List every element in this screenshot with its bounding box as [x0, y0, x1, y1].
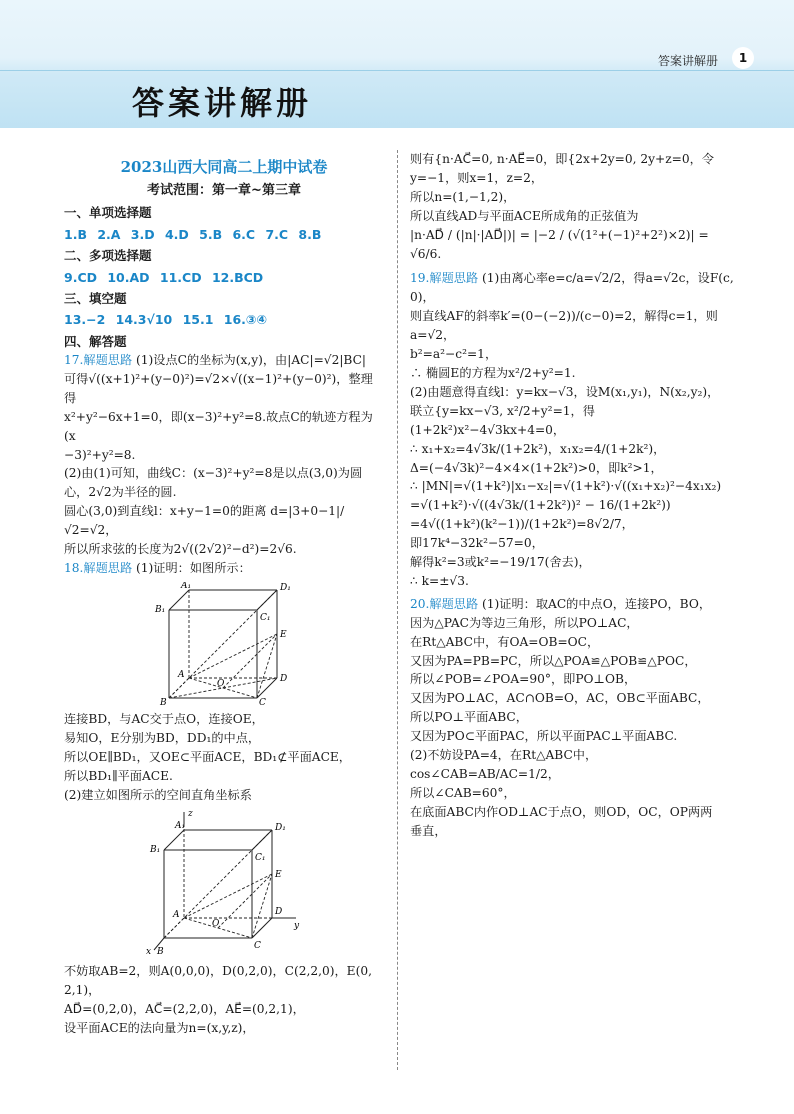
vertex-label: C₁ [260, 612, 271, 623]
solution-line: 2,1)， [64, 983, 101, 998]
question-number: 17. [64, 353, 84, 368]
solution-line: 则有{n·AC⃗=0, n·AE⃗=0，即{2x+2y=0, 2y+z=0，令y=−1，则x=1，z=2， [410, 152, 715, 185]
vertex-label: C [259, 697, 266, 706]
solution-line: 易知O，E分别为BD，DD₁的中点， [64, 730, 261, 745]
solution-tag: 解题思路 [83, 560, 133, 575]
solution-line: 又因为PO⊥AC，AC∩OB=O，AC，OB⊂平面ABC， [410, 691, 710, 706]
solution-line: x²+y²−6x+1=0，即(x−3)²+y²=8.故点C的轨迹方程为(x [64, 409, 373, 443]
solution-line: 圆心(3,0)到直线l：x+y−1=0的距离 d=|3+0−1|/√2=√2， [64, 504, 345, 538]
solution-line: 垂直， [410, 823, 447, 838]
solution-text: (1)设点C的坐标为(x,y)，由|AC|=√2|BC| [136, 353, 367, 368]
vertex-label: B [157, 947, 164, 958]
vertex-label: A₁ [175, 821, 186, 832]
solution-line: 所以直线AD与平面ACE所成角的正弦值为 [410, 208, 639, 223]
axis-label: x [146, 947, 152, 958]
solution-line: 联立{y=kx−√3, x²/2+y²=1，得(1+2k²)x²−4√3kx+4=0， [410, 403, 595, 437]
solution-line [410, 269, 734, 288]
solution-text: (1)证明：如图所示： [136, 560, 251, 575]
vertex-label: D [280, 673, 288, 684]
solution-tag: 解题思路 [83, 353, 133, 368]
solution-line: 所以n=(1,−1,2)， [410, 189, 516, 204]
solution-line: (2)建立如图所示的空间直角坐标系 [64, 787, 252, 802]
vertex-label: B₁ [155, 604, 166, 615]
solution-line: ∴ x₁+x₂=4√3k/(1+2k²)，x₁x₂=4/(1+2k²)， [410, 441, 666, 456]
vertex-label: A [178, 669, 185, 680]
vertex-label: D₁ [275, 823, 286, 834]
solution-line: =4√((1+k²)(k²−1))/(1+2k²)=8√2/7， [410, 517, 634, 532]
vertex-label: E [280, 629, 287, 640]
solution-line: |n·AD⃗ / (|n|·|AD⃗|)| = |−2 / (√(1²+(−1)²+2²)×2)| = √6/6. [410, 227, 709, 261]
solution-line: 则直线AF的斜率k′=(0−(−2))/(c−0)=2，解得c=1，则a=√2， [410, 309, 718, 343]
solution-line: 在底面ABC内作OD⊥AC于点O，则OD，OC，OP两两 [410, 804, 713, 819]
solution-line: ∴ k=±√3. [410, 573, 469, 588]
vertex-label: C [254, 941, 261, 952]
section-heading: 二、多项选择题 [64, 248, 152, 264]
vertex-label: O [217, 678, 225, 689]
vertex-label: B₁ [150, 845, 161, 856]
cube-figure-1 [149, 582, 299, 706]
question-number: 18. [64, 560, 84, 575]
solution-line: 不妨取AB=2，则A(0,0,0)，D(0,2,0)，C(2,2,0)，E(0, [64, 964, 372, 979]
solution-line: 所以OE∥BD₁，又OE⊂平面ACE，BD₁⊄平面ACE， [64, 749, 351, 764]
exam-title: 2023山西大同高二上期中试卷 [120, 158, 328, 176]
solution-line: 又因为PA=PB=PC，所以△POA≌△POB≌△POC， [410, 653, 697, 668]
exam-scope: 考试范围：第一章~第三章 [147, 183, 301, 199]
page-number: 1 [732, 47, 754, 69]
solution-line: 连接BD，与AC交于点O，连接OE， [64, 711, 264, 726]
solution-line: 所以PO⊥平面ABC， [410, 710, 528, 725]
vertex-label: A₁ [181, 581, 192, 591]
solution-line: 又因为PO⊂平面PAC，所以平面PAC⊥平面ABC. [410, 729, 678, 744]
answer-line: 1.B 2.A 3.D 4.D 5.B 6.C 7.C 8.B [64, 226, 322, 242]
solution-line: 在Rt△ABC中，有OA=OB=OC， [410, 634, 600, 649]
header-label: 答案讲解册 [657, 54, 718, 68]
solution-line [64, 351, 384, 370]
cube-figure-2 [144, 808, 304, 958]
solution-tag: 解题思路 [429, 596, 479, 611]
solution-line [64, 559, 384, 578]
question-number: 19. [410, 271, 430, 286]
vertex-label: B [160, 697, 167, 706]
solution-line: 心，2√2为半径的圆. [64, 485, 177, 500]
solution-text: (1)证明：取AC的中点O，连接PO，BO， [482, 596, 712, 611]
right-column [410, 150, 734, 841]
solution-line [410, 595, 734, 614]
solution-line: (2)由(1)可知，曲线C：(x−3)²+y²=8是以点(3,0)为圆 [64, 466, 363, 481]
solution-line: 0)， [410, 290, 435, 305]
solution-tag: 解题思路 [429, 271, 479, 286]
column-divider [397, 150, 398, 1070]
solution-line: 可得√((x+1)²+(y−0)²)=√2×√((x−1)²+(y−0)²)，整理得 [64, 371, 373, 405]
solution-line: (2)不妨设PA=4，在Rt△ABC中，cos∠CAB=AB/AC=1/2， [410, 748, 598, 781]
solution-line: Δ=(−4√3k)²−4×4×(1+2k²)>0，即k²>1， [410, 460, 663, 475]
solution-line: (2)由题意得直线l：y=kx−√3，设M(x₁,y₁)，N(x₂,y₂)， [410, 384, 720, 399]
axis-label: y [294, 921, 300, 932]
solution-line: 解得k²=3或k²=−19/17(舍去)， [410, 555, 591, 570]
vertex-label: O [212, 919, 220, 930]
answer-line: 13.−2 14.3√10 15.1 16.③④ [64, 312, 268, 328]
solution-line: 设平面ACE的法向量为n=(x,y,z)， [64, 1021, 255, 1036]
page-title: 答案讲解册 [132, 84, 313, 122]
header-rule [0, 70, 794, 71]
solution-line: 所以BD₁∥平面ACE. [64, 768, 173, 783]
section-heading: 四、解答题 [64, 333, 127, 349]
solution-line: 所以所求弦的长度为2√((2√2)²−d²)=2√6. [64, 542, 297, 557]
solution-line: −3)²+y²=8. [64, 447, 136, 462]
solution-line: b²=a²−c²=1， [410, 347, 498, 362]
solution-line: =√(1+k²)·√((4√3k/(1+2k²))² − 16/(1+2k²)) [410, 498, 671, 513]
solution-line: 所以∠POB=∠POA=90°，即PO⊥OB， [410, 672, 637, 687]
answer-line: 9.CD 10.AD 11.CD 12.BCD [64, 269, 264, 285]
solution-line: 因为△PAC为等边三角形，所以PO⊥AC， [410, 615, 639, 630]
left-column [64, 150, 384, 1038]
vertex-label: E [275, 870, 282, 881]
vertex-label: A [173, 910, 180, 921]
question-number: 20. [410, 596, 430, 611]
vertex-label: D₁ [280, 582, 291, 593]
vertex-label: C₁ [255, 853, 266, 864]
section-heading: 三、填空题 [64, 290, 127, 306]
solution-text: (1)由离心率e=c/a=√2/2，得a=√2c，设F(c, [482, 271, 734, 286]
solution-line: 即17k⁴−32k²−57=0， [410, 536, 544, 551]
vertex-label: D [275, 907, 283, 918]
solution-line: 所以∠CAB=60°， [410, 785, 516, 800]
section-heading: 一、单项选择题 [64, 205, 152, 221]
solution-line: ∴ 椭圆E的方程为x²/2+y²=1. [410, 365, 576, 380]
solution-line: ∴ |MN|=√(1+k²)|x₁−x₂|=√(1+k²)·√((x₁+x₂)²−4x₁x₂) [410, 479, 722, 494]
axis-label: z [188, 809, 193, 820]
solution-line: AD⃗=(0,2,0)，AC⃗=(2,2,0)，AE⃗=(0,2,1)， [64, 1002, 305, 1017]
